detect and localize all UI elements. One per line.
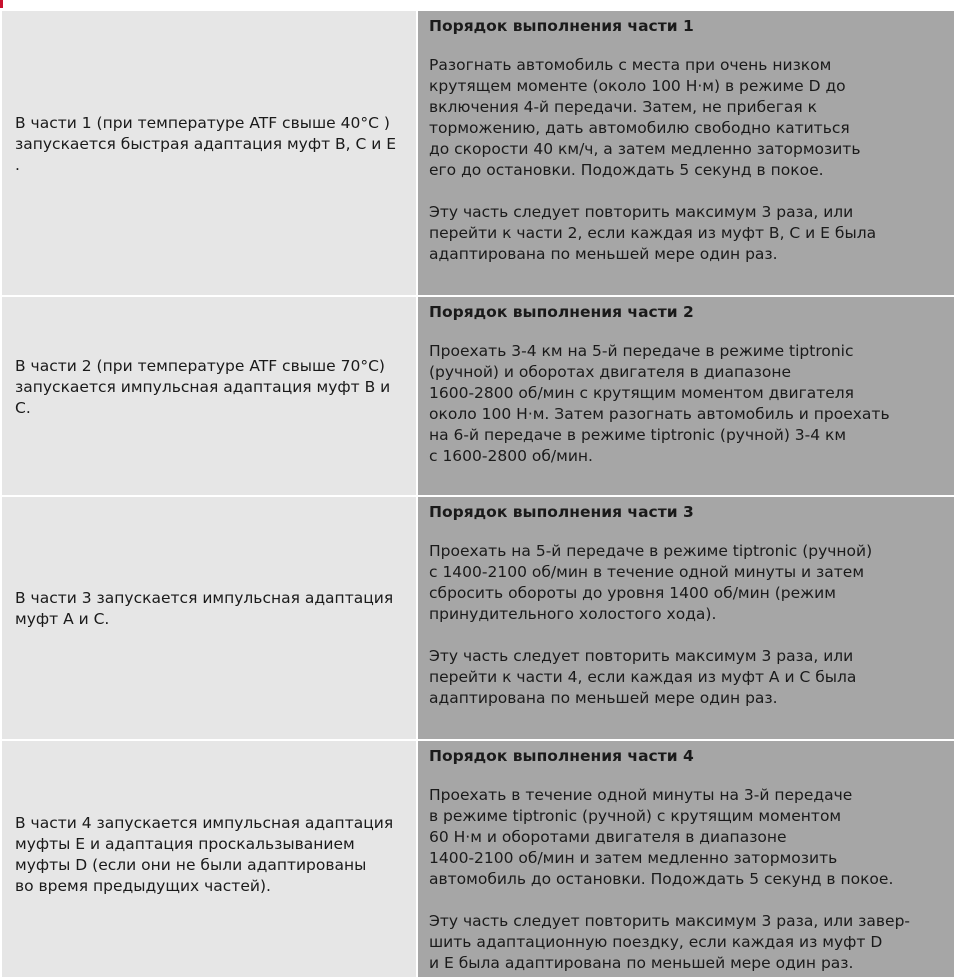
condition-cell	[1, 10, 417, 296]
procedure-paragraph: Эту часть следует повторить максимум 3 раза, или перейти к части 4, если каждая из муфт A и C была адаптирована по меньшей мере один раз.	[429, 647, 857, 707]
table-row	[1, 10, 955, 296]
condition-text: В части 3 запускается импульсная адаптация муфт A и C.	[15, 589, 394, 628]
condition-text: В части 2 (при температуре ATF свыше 70°C) запускается импульсная адаптация муфт B и C.	[15, 356, 391, 417]
table-row	[1, 496, 955, 740]
part-heading: Порядок выполнения части 4	[429, 747, 694, 765]
condition-cell	[1, 496, 417, 740]
procedure-cell	[417, 740, 955, 977]
condition-text: В части 1 (при температуре ATF свыше 40°C ) запускается быстрая адаптация муфт B, C и E .	[15, 113, 397, 174]
condition-text: В части 4 запускается импульсная адаптация муфты E и адаптация проскальзыванием муфты D (если они не были адаптированы во время предыдущих частей).	[15, 814, 394, 895]
procedure-paragraph: Проехать на 5-й передаче в режиме tiptronic (ручной) с 1400-2100 об/мин в течение одной минуты и затем сбросить обороты до уровня 1400 об/мин (режим принудительного холостого хода).	[429, 542, 873, 623]
part-heading: Порядок выполнения части 3	[429, 503, 694, 521]
procedure-cell	[417, 10, 955, 296]
procedure-paragraph: Эту часть следует повторить максимум 3 раза, или перейти к части 2, если каждая из муфт B, C и E была адаптирована по меньшей мере один раз.	[429, 203, 877, 263]
red-accent-mark	[0, 0, 3, 8]
part-heading: Порядок выполнения части 2	[429, 303, 694, 321]
procedure-cell	[417, 296, 955, 496]
procedure-paragraph: Разогнать автомобиль с места при очень низком крутящем моменте (около 100 Н·м) в режиме D до включения 4-й передачи. Затем, не прибегая к торможению, дать автомобилю свободно катиться до скорости 40 км/ч, а затем медленно затормозить его до остановки. Подождать 5 секунд в покое.	[429, 56, 861, 179]
procedure-paragraph: Проехать в течение одной минуты на 3-й передаче в режиме tiptronic (ручной) с крутящим моментом 60 Н·м и оборотами двигателя в диапазоне 1400-2100 об/мин и затем медленно затормозить автомобиль до остановки. Подождать 5 секунд в покое.	[429, 786, 894, 888]
table-row	[1, 740, 955, 977]
condition-cell	[1, 740, 417, 977]
table-row	[1, 296, 955, 496]
part-heading: Порядок выполнения части 1	[429, 17, 694, 35]
procedure-paragraph: Эту часть следует повторить максимум 3 раза, или завер- шить адаптационную поездку, если каждая из муфт D и E была адаптирована по меньшей мере один раз.	[429, 912, 911, 972]
condition-cell	[1, 296, 417, 496]
adaptation-procedure-table	[0, 9, 956, 977]
procedure-cell	[417, 496, 955, 740]
procedure-paragraph: Проехать 3-4 км на 5-й передаче в режиме tiptronic (ручной) и оборотах двигателя в диапазоне 1600-2800 об/мин с крутящим моментом двигателя около 100 Н·м. Затем разогнать автомобиль и проехать на 6-й передаче в режиме tiptronic (ручной) 3-4 км с 1600-2800 об/мин.	[429, 342, 890, 465]
